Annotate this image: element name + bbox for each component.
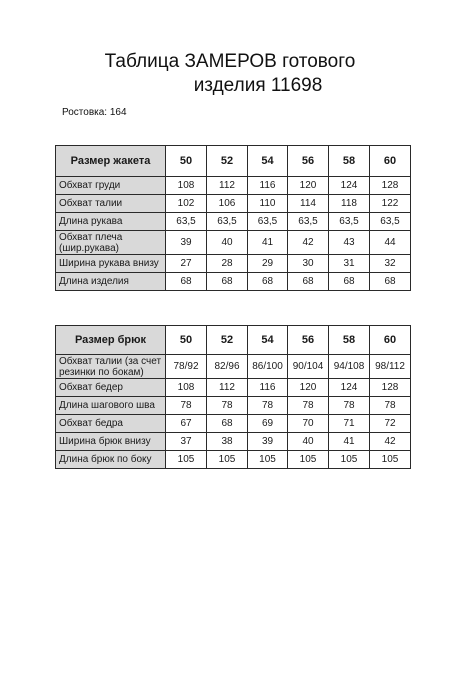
jacket-row	[56, 255, 411, 273]
trousers-header-row	[56, 326, 411, 355]
trousers-row-label: Обхват бедер	[56, 379, 166, 397]
trousers-cell: 78/92	[166, 355, 207, 379]
trousers-row	[56, 379, 411, 397]
jacket-cell: 63,5	[166, 213, 207, 231]
jacket-cell: 110	[248, 195, 288, 213]
jacket-size-1: 52	[207, 146, 248, 177]
trousers-measurements-table	[55, 325, 411, 469]
trousers-cell: 39	[248, 433, 288, 451]
trousers-cell: 38	[207, 433, 248, 451]
trousers-cell: 105	[207, 451, 248, 469]
trousers-cell: 78	[248, 397, 288, 415]
jacket-cell: 31	[329, 255, 370, 273]
trousers-cell: 124	[329, 379, 370, 397]
jacket-row	[56, 195, 411, 213]
trousers-row-label: Длина шагового шва	[56, 397, 166, 415]
jacket-cell: 28	[207, 255, 248, 273]
jacket-size-4: 58	[329, 146, 370, 177]
trousers-cell: 70	[288, 415, 329, 433]
jacket-row-label: Длина изделия	[56, 273, 166, 291]
jacket-size-0: 50	[166, 146, 207, 177]
trousers-size-1: 52	[207, 326, 248, 355]
jacket-cell: 112	[207, 177, 248, 195]
jacket-row	[56, 213, 411, 231]
jacket-cell: 43	[329, 231, 370, 255]
jacket-row-label: Обхват груди	[56, 177, 166, 195]
jacket-size-5: 60	[370, 146, 411, 177]
trousers-cell: 116	[248, 379, 288, 397]
trousers-cell: 98/112	[370, 355, 411, 379]
trousers-row	[56, 415, 411, 433]
jacket-size-2: 54	[248, 146, 288, 177]
trousers-cell: 82/96	[207, 355, 248, 379]
jacket-cell: 114	[288, 195, 329, 213]
jacket-cell: 39	[166, 231, 207, 255]
trousers-size-3: 56	[288, 326, 329, 355]
trousers-size-2: 54	[248, 326, 288, 355]
trousers-cell: 78	[207, 397, 248, 415]
jacket-measurements-table	[55, 145, 411, 291]
jacket-size-3: 56	[288, 146, 329, 177]
jacket-cell: 30	[288, 255, 329, 273]
trousers-cell: 105	[166, 451, 207, 469]
jacket-row	[56, 177, 411, 195]
trousers-cell: 120	[288, 379, 329, 397]
jacket-cell: 106	[207, 195, 248, 213]
jacket-cell: 40	[207, 231, 248, 255]
trousers-row	[56, 451, 411, 469]
trousers-size-4: 58	[329, 326, 370, 355]
jacket-row	[56, 273, 411, 291]
trousers-cell: 67	[166, 415, 207, 433]
trousers-cell: 78	[370, 397, 411, 415]
jacket-cell: 42	[288, 231, 329, 255]
jacket-cell: 68	[248, 273, 288, 291]
trousers-row	[56, 397, 411, 415]
jacket-cell: 68	[288, 273, 329, 291]
title-line-2: изделия 11698	[193, 75, 323, 96]
jacket-cell: 32	[370, 255, 411, 273]
jacket-cell: 63,5	[248, 213, 288, 231]
document-title	[0, 50, 460, 98]
jacket-row	[56, 231, 411, 255]
jacket-cell: 44	[370, 231, 411, 255]
jacket-cell: 63,5	[370, 213, 411, 231]
jacket-cell: 68	[166, 273, 207, 291]
jacket-row-label: Обхват плеча (шир.рукава)	[56, 231, 166, 255]
trousers-row-label: Ширина брюк внизу	[56, 433, 166, 451]
trousers-row-label: Обхват талии (за счет резинки по бокам)	[56, 355, 166, 379]
jacket-cell: 68	[207, 273, 248, 291]
trousers-cell: 69	[248, 415, 288, 433]
jacket-cell: 124	[329, 177, 370, 195]
jacket-row-label: Длина рукава	[56, 213, 166, 231]
jacket-header-row	[56, 146, 411, 177]
trousers-cell: 41	[329, 433, 370, 451]
jacket-row-label: Обхват талии	[56, 195, 166, 213]
trousers-row-label: Обхват бедра	[56, 415, 166, 433]
trousers-cell: 86/100	[248, 355, 288, 379]
jacket-cell: 29	[248, 255, 288, 273]
jacket-cell: 63,5	[288, 213, 329, 231]
jacket-cell: 68	[370, 273, 411, 291]
trousers-cell: 90/104	[288, 355, 329, 379]
jacket-cell: 122	[370, 195, 411, 213]
trousers-cell: 105	[329, 451, 370, 469]
jacket-cell: 27	[166, 255, 207, 273]
jacket-cell: 128	[370, 177, 411, 195]
trousers-cell: 78	[288, 397, 329, 415]
trousers-cell: 78	[166, 397, 207, 415]
trousers-cell: 68	[207, 415, 248, 433]
jacket-header-label: Размер жакета	[56, 146, 166, 177]
trousers-cell: 37	[166, 433, 207, 451]
jacket-cell: 41	[248, 231, 288, 255]
jacket-row-label: Ширина рукава внизу	[56, 255, 166, 273]
trousers-cell: 105	[370, 451, 411, 469]
trousers-size-5: 60	[370, 326, 411, 355]
trousers-header-label: Размер брюк	[56, 326, 166, 355]
jacket-cell: 68	[329, 273, 370, 291]
trousers-cell: 105	[248, 451, 288, 469]
trousers-size-0: 50	[166, 326, 207, 355]
growth-label: Ростовка: 164	[62, 107, 127, 118]
jacket-cell: 116	[248, 177, 288, 195]
jacket-cell: 63,5	[207, 213, 248, 231]
trousers-cell: 94/108	[329, 355, 370, 379]
jacket-cell: 102	[166, 195, 207, 213]
trousers-cell: 128	[370, 379, 411, 397]
trousers-row	[56, 433, 411, 451]
trousers-cell: 40	[288, 433, 329, 451]
trousers-cell: 112	[207, 379, 248, 397]
trousers-row	[56, 355, 411, 379]
trousers-cell: 105	[288, 451, 329, 469]
trousers-cell: 78	[329, 397, 370, 415]
jacket-cell: 108	[166, 177, 207, 195]
jacket-cell: 120	[288, 177, 329, 195]
trousers-cell: 72	[370, 415, 411, 433]
title-line-1: Таблица ЗАМЕРОВ готового	[104, 51, 356, 72]
trousers-cell: 71	[329, 415, 370, 433]
jacket-cell: 118	[329, 195, 370, 213]
jacket-cell: 63,5	[329, 213, 370, 231]
trousers-cell: 108	[166, 379, 207, 397]
trousers-row-label: Длина брюк по боку	[56, 451, 166, 469]
trousers-cell: 42	[370, 433, 411, 451]
